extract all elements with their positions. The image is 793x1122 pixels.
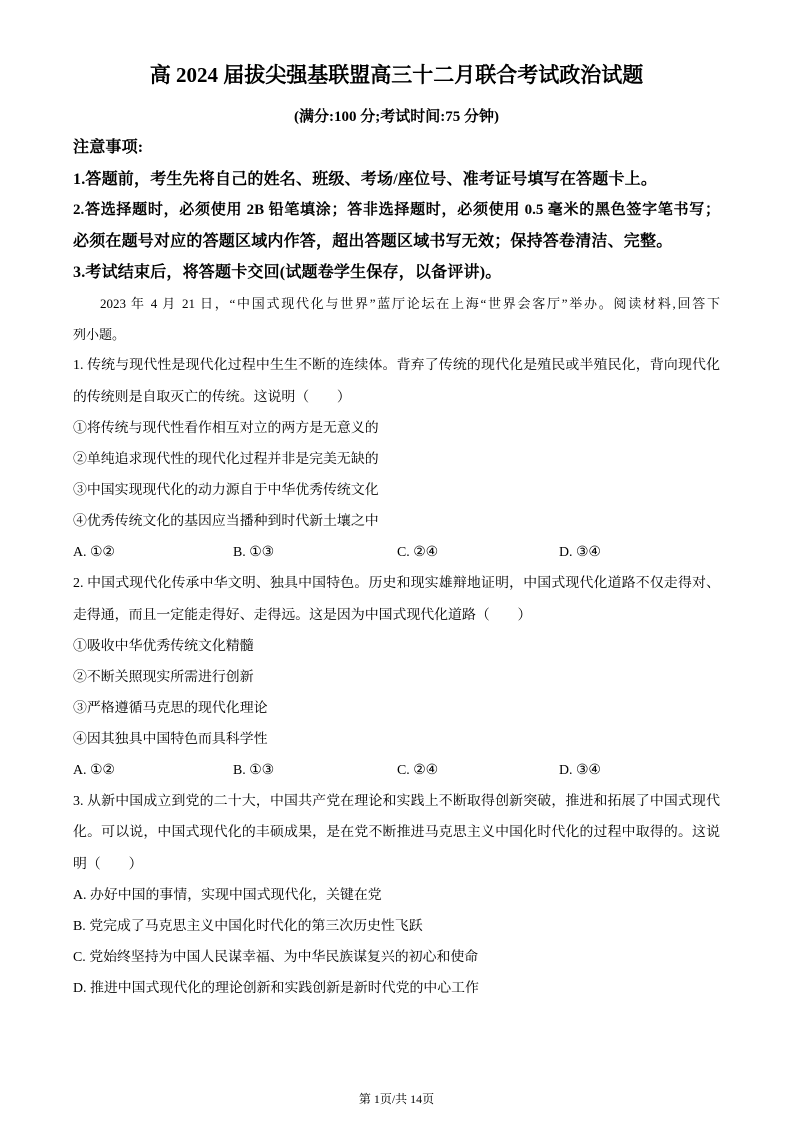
choice-b: B. ①③	[233, 763, 275, 779]
choice-d: D. 推进中国式现代化的理论创新和实践创新是新时代党的中心工作	[73, 981, 479, 997]
notice-item-2: 2.答选择题时，必须使用 2B 铅笔填涂；答非选择题时，必须使用 0.5 毫米的黑色签字笔书写；	[73, 201, 720, 218]
choice-c: C. ②④	[397, 545, 439, 561]
material-intro-line: 列小题。	[73, 327, 126, 343]
statement-item: ④因其独具中国特色而具科学性	[73, 732, 268, 748]
question-stem-line: 走得通，而且一定能走得好、走得远。这是因为中国式现代化道路（ ）	[73, 607, 532, 623]
question-stem-line: 的传统则是自取灭亡的传统。这说明（ ）	[73, 389, 351, 405]
choice-a: A. ①②	[73, 763, 115, 779]
choice-row	[73, 537, 720, 568]
exam-subtitle: (满分:100 分;考试时间:75 分钟)	[294, 109, 499, 125]
question-stem-line: 3. 从新中国成立到党的二十大，中国共产党在理论和实践上不断取得创新突破，推进和拓展了中国式现代	[73, 794, 720, 810]
exam-title: 高 2024 届拔尖强基联盟高三十二月联合考试政治试题	[149, 63, 644, 87]
choice-c: C. 党始终坚持为中国人民谋幸福、为中华民族谋复兴的初心和使命	[73, 950, 479, 966]
question-2	[73, 568, 720, 786]
choice-row	[73, 755, 720, 786]
notice-heading: 注意事项:	[73, 139, 144, 157]
notice-item-1: 1.答题前，考生先将自己的姓名、班级、考场/座位号、准考证号填写在答题卡上。	[73, 170, 658, 188]
statement-item: ③中国实现现代化的动力源自于中华优秀传统文化	[73, 482, 379, 498]
question-stem-line: 2. 中国式现代化传承中华文明、独具中国特色。历史和现实雄辩地证明，中国式现代化道路不仅走得对、	[73, 576, 720, 592]
statement-item: ①将传统与现代性看作相互对立的两方是无意义的	[73, 420, 379, 436]
choice-d: D. ③④	[559, 545, 601, 561]
statement-item: ③严格遵循马克思的现代化理论	[73, 700, 268, 716]
notice-section	[73, 132, 720, 288]
question-stem-line: 化。可以说，中国式现代化的丰硕成果，是在党不断推进马克思主义中国化时代化的过程中取得的。这说	[73, 825, 720, 841]
statement-item: ②单纯追求现代性的现代化过程并非是完美无缺的	[73, 451, 379, 467]
question-stem-line: 1. 传统与现代性是现代化过程中生生不断的连续体。背弃了传统的现代化是殖民或半殖民化，背向现代化	[73, 358, 720, 374]
choice-c: C. ②④	[397, 763, 439, 779]
question-3	[73, 786, 720, 1004]
exam-body	[73, 132, 720, 1004]
page-number: 第 1页/共 14页	[358, 1092, 435, 1106]
material-section	[73, 288, 720, 350]
choice-b: B. ①③	[233, 545, 275, 561]
statement-item: ④优秀传统文化的基因应当播种到时代新土壤之中	[73, 514, 379, 530]
material-intro-line: 2023 年 4 月 21 日，“中国式现代化与世界”蓝厅论坛在上海“世界会客厅”举办。阅读材料,回答下	[100, 296, 720, 312]
choice-a: A. ①②	[73, 545, 115, 561]
statement-item: ①吸收中华优秀传统文化精髓	[73, 638, 254, 654]
choice-d: D. ③④	[559, 763, 601, 779]
question-1	[73, 350, 720, 568]
choice-a: A. 办好中国的事情，实现中国式现代化，关键在党	[73, 887, 382, 903]
choice-b: B. 党完成了马克思主义中国化时代化的第三次历史性飞跃	[73, 918, 423, 934]
notice-item-3: 3.考试结束后，将答题卡交回(试题卷学生保存，以备评讲)。	[73, 263, 502, 281]
question-stem-line: 明（ ）	[73, 856, 143, 872]
statement-item: ②不断关照现实所需进行创新	[73, 669, 254, 685]
notice-item-2-continued: 必须在题号对应的答题区域内作答，超出答题区域书写无效；保持答卷清洁、完整。	[73, 232, 673, 250]
